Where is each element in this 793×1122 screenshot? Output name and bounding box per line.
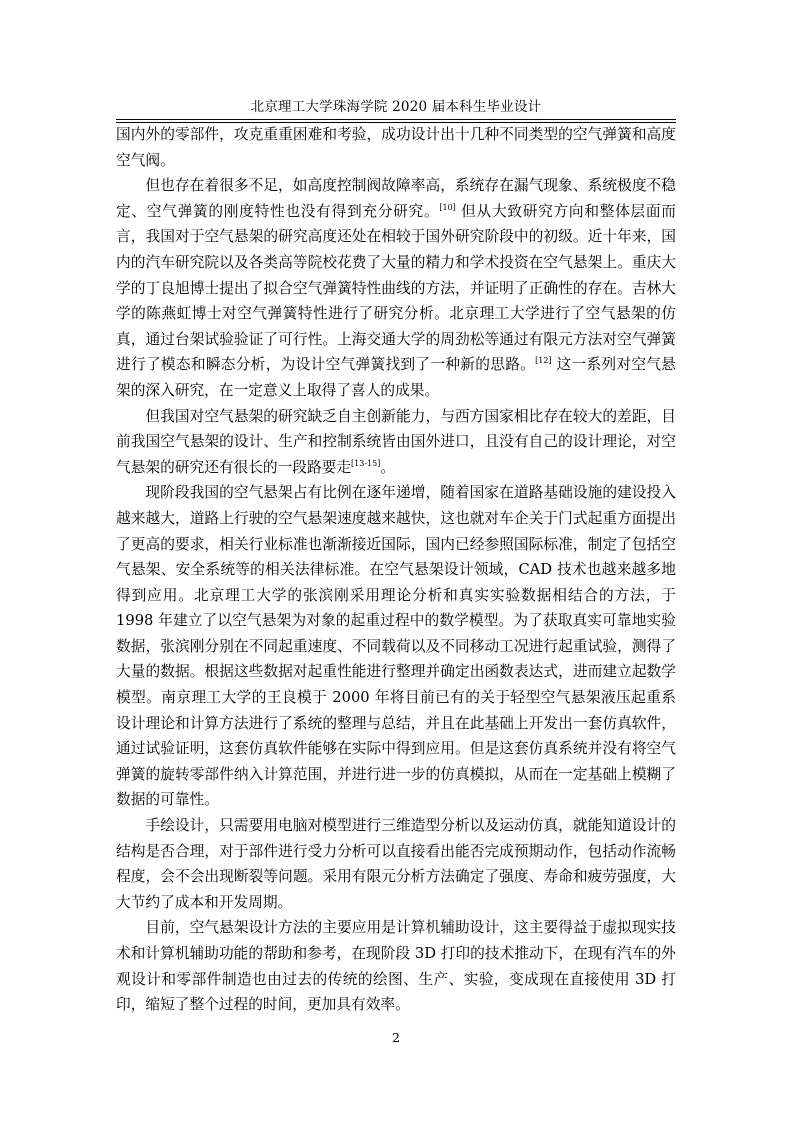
paragraph-text: 这一系列对空气悬架的深入研究，在一定意义上取得了喜人的成果。 <box>116 356 676 399</box>
running-header: 北京理工大学珠海学院 2020 届本科生毕业设计 <box>250 99 542 115</box>
paragraph: 现阶段我国的空气悬架占有比例在逐年递增，随着国家在道路基础设施的建设投入越来越大，道路上行驶的空气悬架速度越来越快，这也就对车企关于门式起重方面提出了更高的要求，相关行业标准也渐渐接近国际，国内已经参照国际标准，制定了包括空气悬架、安全系统等的相关法律标准。在空气悬架设计领域，CAD 技术也越来越多地得到应用。北京理工大学的张滨刚采用理论分析和真实实验数据相结合的方法，于 1998 年建立了以空气悬架为对象的起重过程中的数学模型。为了获取真实可靠地实验数据，张滨刚分别在不同起重速度、不同载荷以及不同移动工况进行起重试验，测得了大量的数据。根据这些数据对起重性能进行整理并确定出函数表达式，进而建立起数学模型。南京理工大学的王良模于 2000 年将目前已有的关于轻型空气悬架液压起重系设计理论和计算方法进行了系统的整理与总结，并且在此基础上开发出一套仿真软件，通过试验证明，这套仿真软件能够在实际中得到应用。但是这套仿真系统并没有将空气弹簧的旋转零部件纳入计算范围，并进行进一步的仿真模拟，从而在一定基础上模糊了数据的可靠性。 <box>116 484 676 809</box>
citation-ref: [13-15] <box>351 458 381 468</box>
paragraph: 手绘设计，只需要用电脑对模型进行三维造型分析以及运动仿真，就能知道设计的结构是否合理，对于部件进行受力分析可以直接看出能否完成预期动作，包括动作流畅程度，会不会出现断裂等问题。采用有限元分析方法确定了强度、寿命和疲劳强度，大大节约了成本和开发周期。 <box>116 817 676 911</box>
paragraph <box>116 173 676 403</box>
paragraph <box>116 404 676 481</box>
paragraph-text: 。 <box>380 458 396 476</box>
citation-ref: [10] <box>439 202 456 212</box>
paragraph-text: 但从大致研究方向和整体层面而言，我国对于空气悬架的研究高度还处在相较于国外研究阶段中的初级。近十年来，国内的汽车研究院以及各类高等院校花费了大量的精力和学术投资在空气悬架上。重庆大学的丁良旭博士提出了拟合空气弹簧特性曲线的方法，并证明了正确性的存在。吉林大学的陈燕虹博士对空气弹簧特性进行了研究分析。北京理工大学进行了空气悬架的仿真，通过台架试验验证了可行性。上海交通大学的周劲松等通过有限元方法对空气弹簧进行了模态和瞬态分析，为设计空气弹簧找到了一种新的思路。 <box>116 202 676 374</box>
paragraph-text: 但也存在着很多不足，如高度控制阀故障率高，系统存在漏气现象、系统极度不稳定、空气弹簧的刚度特性也没有得到充分研究。 <box>116 177 676 220</box>
paragraph-text: 但我国对空气悬架的研究缺乏自主创新能力，与西方国家相比存在较大的差距，目前我国空气悬架的设计、生产和控制系统皆由国外进口，且没有自己的设计理论，对空气悬架的研究还有很长的一段路要走 <box>116 407 676 476</box>
paragraph: 国内外的零部件，攻克重重困难和考验，成功设计出十几种不同类型的空气弹簧和高度空气阀。 <box>116 126 676 169</box>
page-number: 2 <box>392 1030 400 1045</box>
body-text <box>116 122 676 1018</box>
paragraph: 目前，空气悬架设计方法的主要应用是计算机辅助设计，这主要得益于虚拟现实技术和计算机辅助功能的帮助和参考，在现阶段 3D 打印的技术推动下，在现有汽车的外观设计和零部件制造也由过去的传统的绘图、生产、实验，变成现在直接使用 3D 打印，缩短了整个过程的时间，更加具有效率。 <box>116 919 676 1014</box>
citation-ref: [12] <box>535 356 552 366</box>
